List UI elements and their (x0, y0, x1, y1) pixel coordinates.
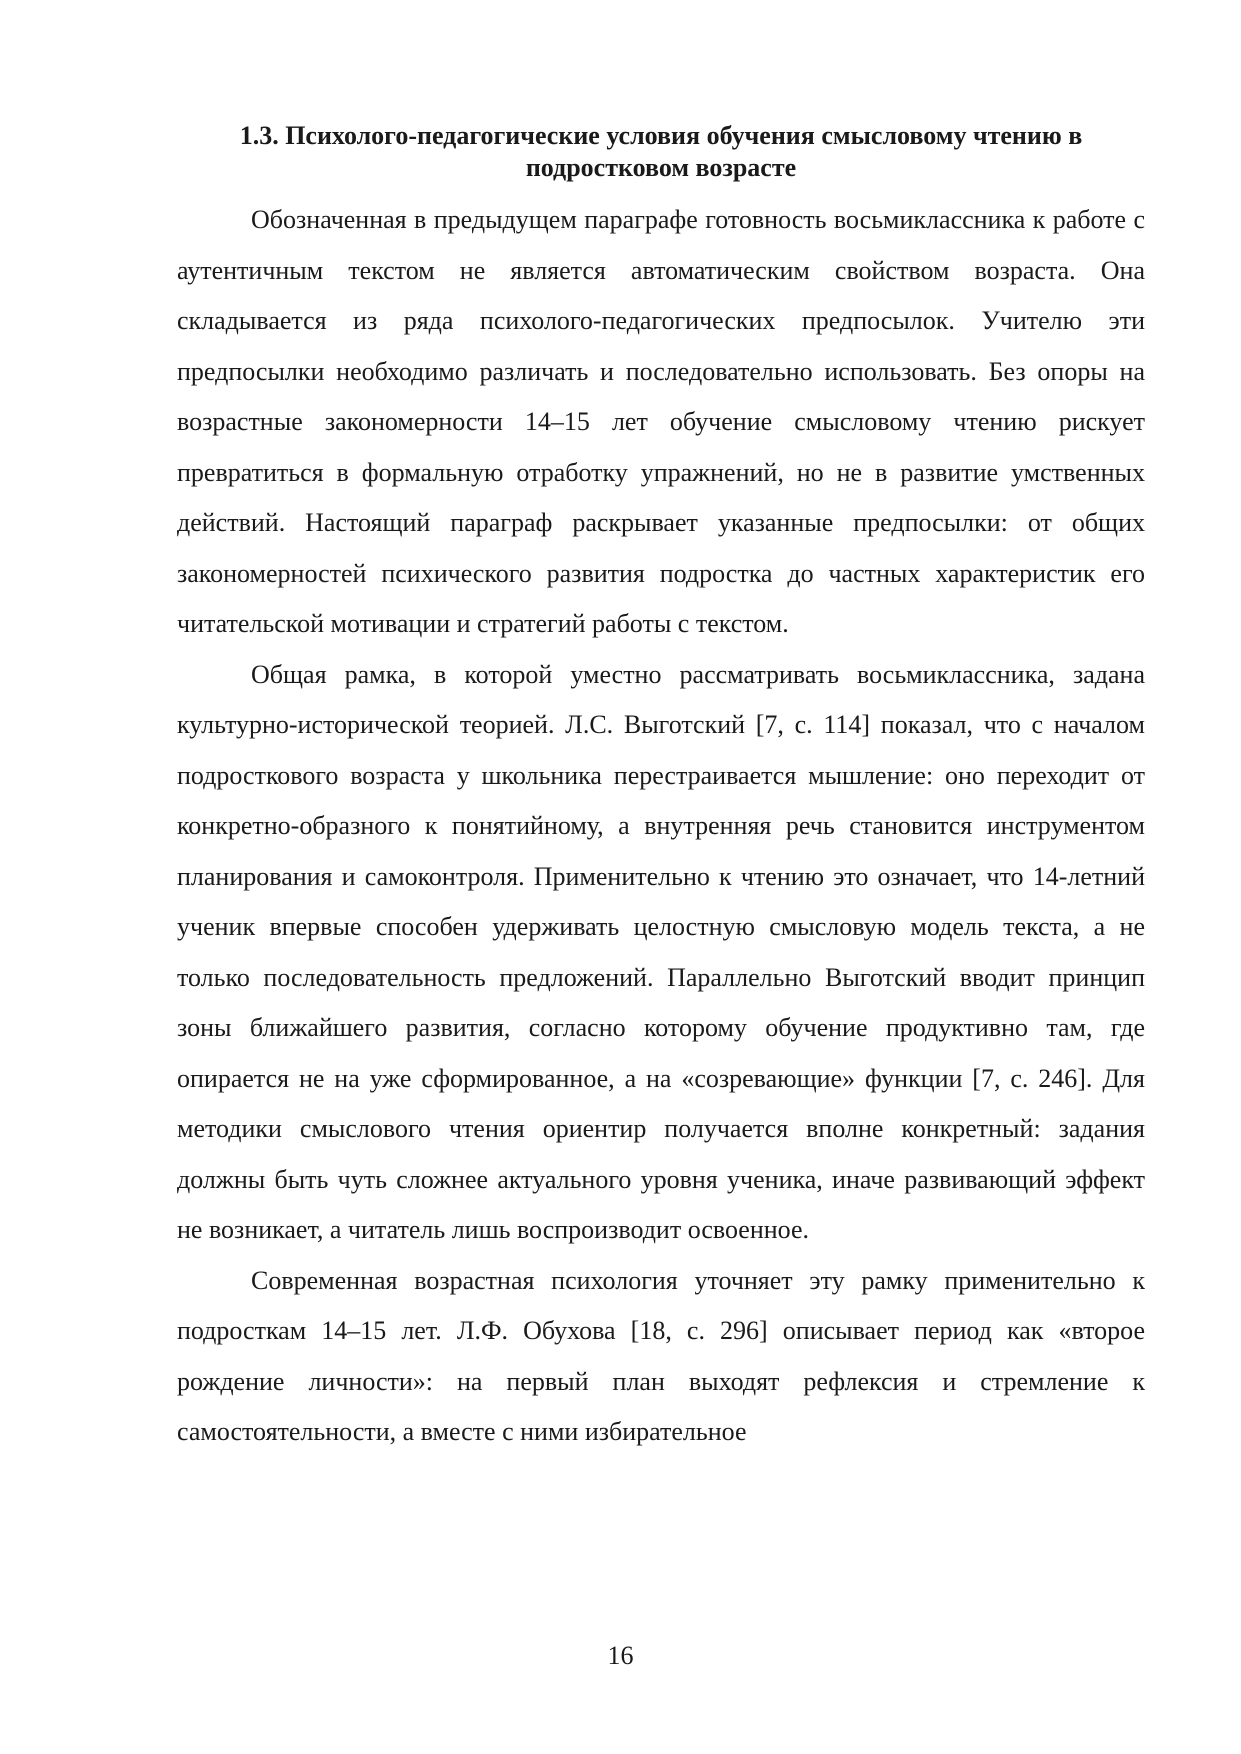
section-heading-line-1: 1.3. Психолого-педагогические условия обучения смысловому чтению в (239, 121, 1083, 150)
section-heading (177, 120, 1145, 184)
paragraph: Современная возрастная психология уточняет эту рамку применительно к подросткам 14–15 лет. Л.Ф. Обухова [18, с. 296] описывает период как «второе рождение личности»: на первый план выходят рефлексия и стремление к самостоятельности, а вместе с ними избирательное (177, 1265, 1145, 1446)
page-number: 16 (607, 1641, 634, 1670)
paragraph: Общая рамка, в которой уместно рассматривать восьмиклассника, задана культурно-исторической теорией. Л.С. Выготский [7, с. 114] показал, что с началом подросткового возраста у школьника перестраивается мышление: оно переходит от конкретно-образного к понятийному, а внутренняя речь становится инструментом планирования и самоконтроля. Применительно к чтению это означает, что 14-летний ученик впервые способен удерживать целостную смысловую модель текста, а не только последовательность предложений. Параллельно Выготский вводит принцип зоны ближайшего развития, согласно которому обучение продуктивно там, где опирается не на уже сформированное, а на «созревающие» функции [7, с. 246]. Для методики смыслового чтения ориентир получается вполне конкретный: задания должны быть чуть сложнее актуального уровня ученика, иначе развивающий эффект не возникает, а читатель лишь воспроизводит освоенное. (177, 659, 1145, 1244)
section-heading-line-2: подростковом возрасте (525, 153, 797, 182)
paragraph: Обозначенная в предыдущем параграфе готовность восьмиклассника к работе с аутентичным текстом не является автоматическим свойством возраста. Она складывается из ряда психолого-педагогических предпосылок. Учителю эти предпосылки необходимо различать и последовательно использовать. Без опоры на возрастные закономерности 14–15 лет обучение смысловому чтению рискует превратиться в формальную отработку упражнений, но не в развитие умственных действий. Настоящий параграф раскрывает указанные предпосылки: от общих закономерностей психического развития подростка до частных характеристик его читательской мотивации и стратегий работы с текстом. (177, 205, 1145, 638)
body-text (177, 195, 1145, 1458)
